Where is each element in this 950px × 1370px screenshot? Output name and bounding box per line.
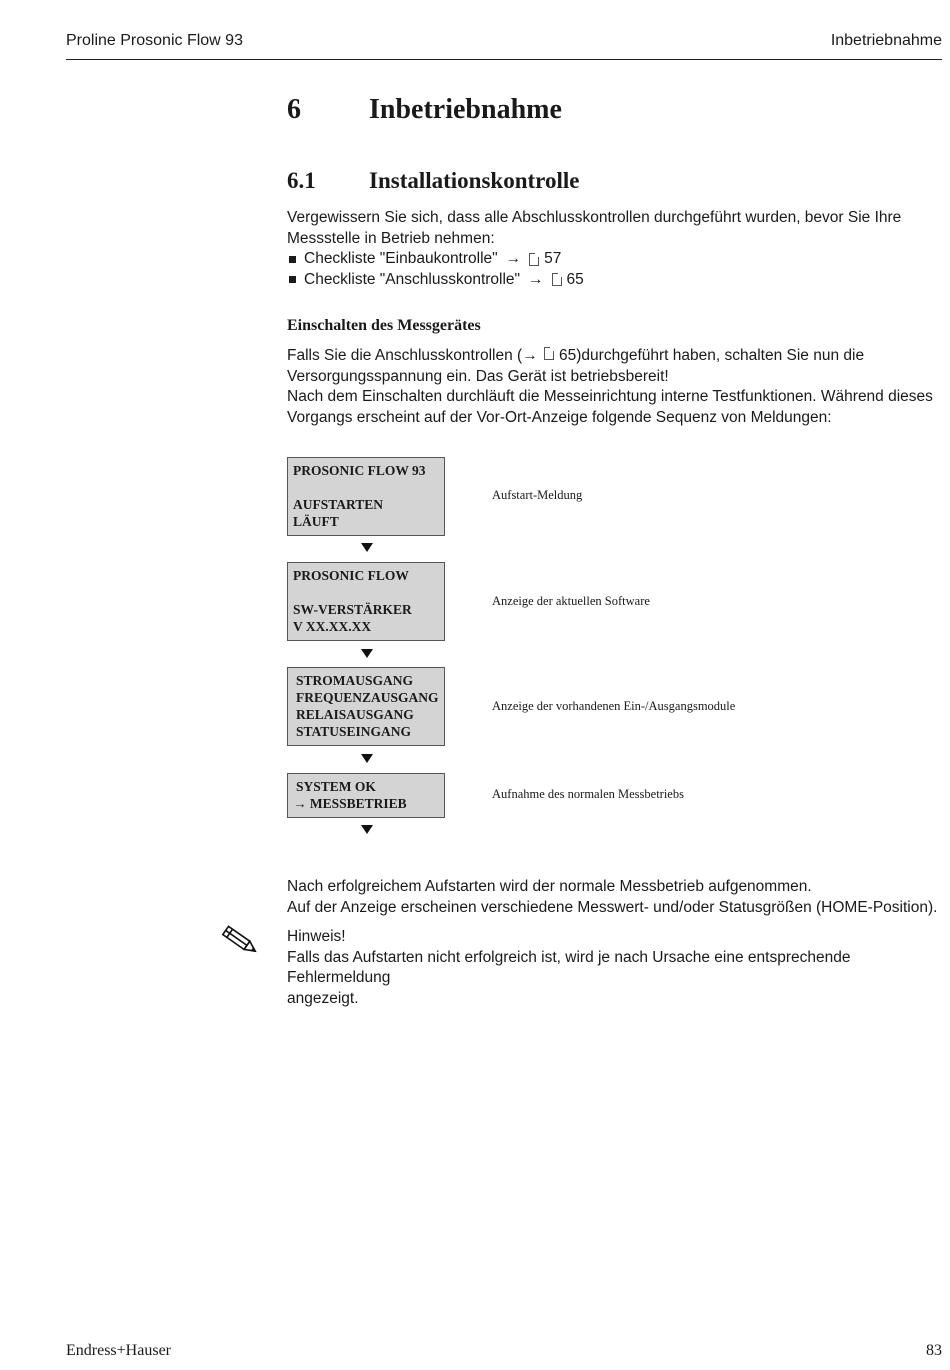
pencil-icon [218,924,260,958]
display-line: RELAISAUSGANG [296,707,414,722]
note-title: Hinweis! [287,928,346,945]
display-description: Aufnahme des normalen Messbetriebs [492,787,684,801]
subheading: Einschalten des Messgerätes [287,317,481,334]
power-on-paragraph [287,346,942,428]
section-title: Installationskontrolle [369,168,580,193]
right-arrow-icon: → [522,347,543,364]
checklist-item [287,249,937,270]
display-description: Anzeige der vorhandenen Ein-/Ausgangsmodule [492,699,736,713]
text-run: Falls Sie die Anschlusskontrollen ( [287,347,523,364]
page-reference[interactable]: 65 [566,270,584,288]
down-triangle-icon [361,543,373,552]
page-reference[interactable]: 65 [559,347,577,364]
down-triangle-icon [361,825,373,834]
text-run: )durchgeführt haben, schalten Sie nun die [576,347,865,364]
display-line: LÄUFT [293,514,339,529]
display-line: AUFSTARTEN [293,497,384,512]
document-icon [552,273,562,286]
document-icon [544,347,554,360]
display-line: V XX.XX.XX [293,619,372,634]
chapter-title: Inbetriebnahme [369,94,562,125]
display-line: PROSONIC FLOW [293,568,409,583]
display-line: → MESSBETRIEB [293,796,407,811]
note-line: angezeigt. [287,989,359,1007]
display-line: FREQUENZAUSGANG [296,690,439,705]
running-header-section: Inbetriebnahme [830,32,942,49]
power-on-line: Nach dem Einschalten durchläuft die Messeinrichtung interne Testfunktionen. Während dieses [287,388,933,405]
section-heading [287,168,579,194]
display-box-software [287,562,445,641]
intro-line: Messstelle in Betrieb nehmen: [287,229,495,247]
after-line: Nach erfolgreichem Aufstarten wird der normale Messbetrieb aufgenommen. [287,878,812,895]
display-line: STATUSEINGANG [296,724,412,739]
display-line: STROMAUSGANG [296,673,414,688]
display-box-system-ok [287,773,445,818]
after-line: Auf der Anzeige erscheinen verschiedene Messwert- und/oder Statusgrößen (HOME-Position). [287,898,938,916]
checklist-list [287,249,937,290]
display-box-startup [287,457,445,536]
power-on-line [287,346,942,367]
down-triangle-icon [361,754,373,763]
note-block [287,927,942,1009]
section-number: 6.1 [287,168,316,193]
note-line: Falls das Aufstarten nicht erfolgreich ist, wird je nach Ursache eine entsprechende Fehlermeldung [287,948,851,986]
power-on-line: Versorgungsspannung ein. Das Gerät ist betriebsbereit! [287,367,669,385]
display-box-modules [287,667,445,746]
display-line [293,479,439,496]
chapter-number: 6 [287,94,301,125]
document-icon [529,253,539,266]
display-description: Anzeige der aktuellen Software [492,594,650,608]
display-description: Aufstart-Meldung [492,488,583,502]
right-arrow-icon: → [528,270,544,288]
checklist-label: Checkliste "Anschlusskontrolle" [304,270,521,288]
bullet-square-icon [289,276,296,283]
power-on-line: Vorgangs erscheint auf der Vor-Ort-Anzeige folgende Sequenz von Meldungen: [287,408,832,426]
checklist-label: Checkliste "Einbaukontrolle" [304,250,498,267]
right-arrow-icon: → [505,250,522,267]
display-line: PROSONIC FLOW 93 [293,463,426,478]
intro-line: Vergewissern Sie sich, dass alle Abschlusskontrollen durchgeführt wurden, bevor Sie Ihre [287,209,902,226]
footer-company: Endress+Hauser [66,1342,171,1359]
checklist-item [287,270,937,291]
down-triangle-icon [361,649,373,658]
after-startup-paragraph [287,877,942,918]
display-line [293,584,439,601]
display-line: SYSTEM OK [296,779,376,794]
bullet-square-icon [289,256,296,263]
header-divider [66,59,942,60]
page-reference[interactable]: 57 [544,250,562,267]
running-header-title: Proline Prosonic Flow 93 [66,32,243,49]
display-line: SW-VERSTÄRKER [293,602,412,617]
page-number: 83 [926,1342,942,1359]
intro-paragraph [287,208,937,249]
chapter-heading [287,94,562,126]
